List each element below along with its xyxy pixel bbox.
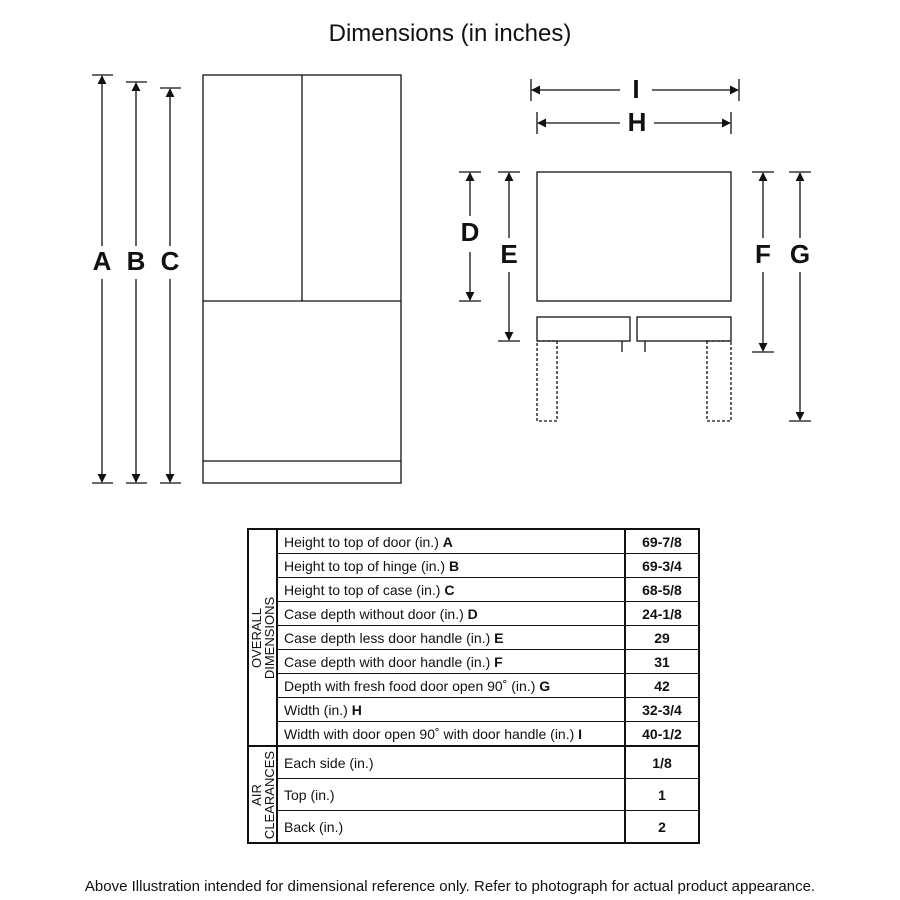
dimension-arrow-c [160, 88, 181, 483]
value-cell: 24-1/8 [625, 602, 699, 626]
dimension-arrow-b [126, 82, 147, 483]
label-g: G [789, 238, 811, 269]
value-cell: 69-3/4 [625, 554, 699, 578]
label-a: A [92, 245, 112, 276]
table-row: Width with door open 90˚ with door handle (in.) I 40-1/2 [248, 722, 699, 747]
table-row: Depth with fresh food door open 90˚ (in.) G 42 [248, 674, 699, 698]
table-row: Height to top of hinge (in.) B 69-3/4 [248, 554, 699, 578]
label-f: F [755, 238, 771, 269]
value-cell: 31 [625, 650, 699, 674]
table-row: Case depth with door handle (in.) F 31 [248, 650, 699, 674]
label-e: E [500, 238, 518, 269]
value-cell: 69-7/8 [625, 529, 699, 554]
value-cell: 1/8 [625, 746, 699, 779]
group-label-overall: OVERALL DIMENSIONS [248, 529, 277, 746]
dimensions-table [247, 528, 700, 844]
footnote: Above Illustration intended for dimensional reference only. Refer to photograph for actual product appearance. [84, 878, 816, 895]
label-i: I [632, 73, 640, 104]
label-d: D [460, 216, 480, 247]
label-b: B [126, 245, 146, 276]
table-row: Height to top of case (in.) C 68-5/8 [248, 578, 699, 602]
value-cell: 1 [625, 779, 699, 811]
fridge-top-view [537, 172, 731, 421]
dimension-arrow-a [92, 75, 113, 483]
dimension-arrow-g [789, 172, 811, 421]
table-row: Top (in.) 1 [248, 779, 699, 811]
label-c: C [160, 245, 180, 276]
value-cell: 2 [625, 811, 699, 844]
value-cell: 29 [625, 626, 699, 650]
table-row: Width (in.) H 32-3/4 [248, 698, 699, 722]
page-title: Dimensions (in inches) [328, 20, 572, 47]
table-row: Back (in.) 2 [248, 811, 699, 844]
fridge-front-view [203, 75, 401, 483]
value-cell: 40-1/2 [625, 722, 699, 747]
value-cell: 32-3/4 [625, 698, 699, 722]
table-row: AIR CLEARANCES Each side (in.) 1/8 [248, 746, 699, 779]
value-cell: 68-5/8 [625, 578, 699, 602]
table-row: Case depth less door handle (in.) E 29 [248, 626, 699, 650]
table-row: Case depth without door (in.) D 24-1/8 [248, 602, 699, 626]
group-label-air: AIR CLEARANCES [248, 746, 277, 843]
value-cell: 42 [625, 674, 699, 698]
table-row: OVERALL DIMENSIONS Height to top of door (in.) A 69-7/8 [248, 529, 699, 554]
label-h: H [627, 106, 647, 137]
